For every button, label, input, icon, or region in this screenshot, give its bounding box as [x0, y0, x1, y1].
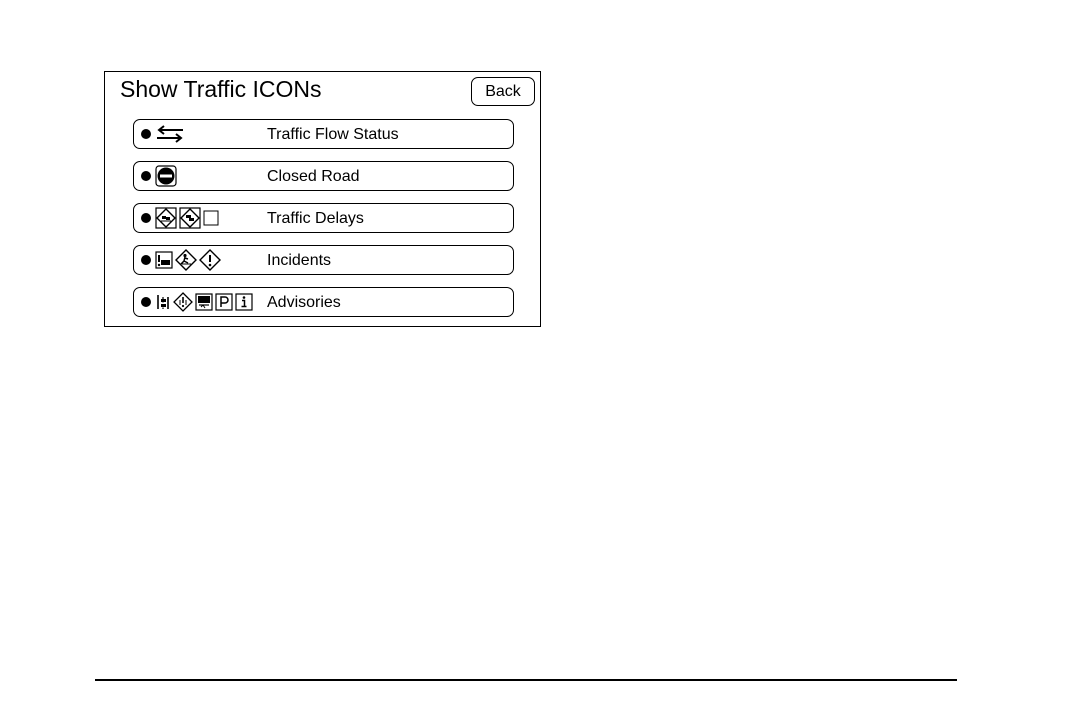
option-label: Closed Road: [267, 168, 360, 185]
parking-icon: [215, 293, 233, 311]
option-traffic-flow-status[interactable]: [133, 119, 514, 149]
row-icons: [155, 165, 177, 187]
row-icons: [155, 207, 219, 229]
selected-indicator: [141, 171, 151, 181]
page-title: Show Traffic ICONs: [120, 76, 322, 102]
option-incidents[interactable]: [133, 245, 514, 275]
roadwork-diamond-icon: [175, 249, 197, 271]
selected-indicator: [141, 255, 151, 265]
option-traffic-delays[interactable]: [133, 203, 514, 233]
back-button[interactable]: Back: [471, 77, 535, 106]
caution-diamond-icon: [173, 292, 193, 312]
option-label: Advisories: [267, 294, 341, 311]
footer-divider: [95, 679, 957, 681]
delay-diamond-icon: [155, 207, 177, 229]
accident-box-icon: [155, 251, 173, 269]
row-icons: [155, 291, 253, 313]
traffic-icons-screen: [104, 71, 541, 327]
option-advisories[interactable]: [133, 287, 514, 317]
row-icons: [155, 249, 221, 271]
selected-indicator: [141, 213, 151, 223]
lane-closure-icon: [155, 293, 171, 311]
delay-diamond-icon: [179, 207, 201, 229]
two-way-arrows-icon: [155, 124, 185, 144]
empty-box-icon: [203, 210, 219, 226]
row-icons: [155, 123, 185, 145]
option-label: Traffic Flow Status: [267, 126, 399, 143]
option-label: Traffic Delays: [267, 210, 364, 227]
no-entry-icon: [155, 165, 177, 187]
selected-indicator: [141, 129, 151, 139]
weather-box-icon: [195, 293, 213, 311]
selected-indicator: [141, 297, 151, 307]
option-label: Incidents: [267, 252, 332, 269]
option-closed-road[interactable]: [133, 161, 514, 191]
info-icon: [235, 293, 253, 311]
exclamation-diamond-icon: [199, 249, 221, 271]
